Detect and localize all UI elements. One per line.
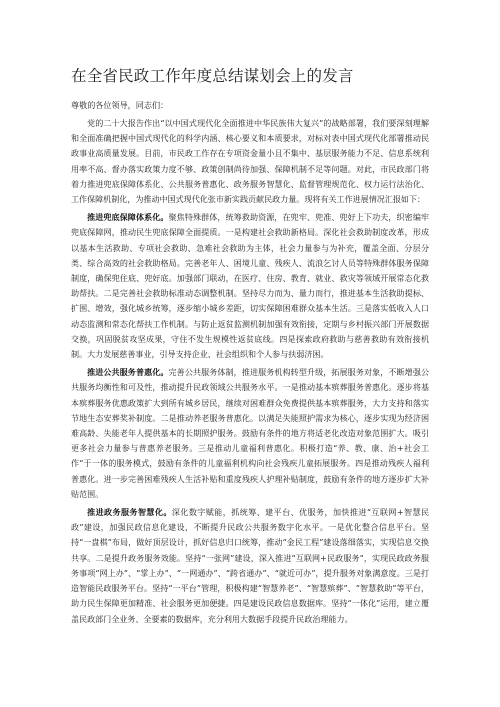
document-body <box>71 66 429 630</box>
paragraph-text: 完善公共服务体制，推进服务机构转型升级，拓展服务对象，不断增强公共服务均衡性和可及性，推动提升民政领域公共服务水平。一是推动基本殡葬服务普惠化。逐步将基本殡葬服务优惠政策扩大到所有城乡居民，继续对困难群众免费提供基本殡葬服务，大力支持和落实节地生态安葬奖补制度。二是推动养老服务普惠化。以满足失能照护需求为核心，逐步实现为经济困难高龄、失能老年人提供基本的长期照护服务。鼓励有条件的地方将适老化改造对象范围扩大。吸引更多社会力量参与普惠养老服务。三是推动儿童福利普惠化。积极打造“养、教、康、治+社会工作”于一体的服务模式，鼓励有条件的儿童福利机构向社会残疾儿童拓展服务。四是推动残疾人福利普惠化。进一步完善困难残疾人生活补贴和重度残疾人护理补贴制度，鼓励有条件的地方逐步扩大补贴范围。 <box>71 368 430 499</box>
paragraph-smart-services <box>71 505 429 627</box>
paragraph-text: 聚焦特殊群体，统筹救助资源，在兜牢、兜准、兜好上下功夫，织密编牢兜底保障网，推动民生兜底保障全面提质。一是构建社会救助新格局。深化社会救助制度改革，形成以基本生活救助、专项社会救助、急难社会救助为主体，社会力量参与为补充，覆盖全面、分层分类、综合高效的社会救助格局。完善老年人、困境儿童、残疾人、流浪乞讨人员等特殊群体服务保障制度，确保兜住底、兜好底。加强部门联动，在医疗、住房、教育、就业、救灾等领域开展常态化救助帮扶。二是完善社会救助标准动态调整机制。坚持尽力而为、量力而行，推进基本生活救助提标、扩围、增效，强化城乡统筹，逐步缩小城乡差距，切实保障困难群众基本生活。三是落实低收入人口动态监测和常态化帮扶工作机制。与防止返贫监测机制加强有效衔接，定期与乡村振兴部门开展数据交换，巩固脱贫攻坚成果，守住不发生规模性返贫底线。四是探索政府救助与慈善救助有效衔接机制。大力发展慈善事业，引导支持企业、社会组织和个人参与扶弱济困。 <box>71 213 430 360</box>
paragraph-social-assistance <box>71 210 429 362</box>
paragraph-intro <box>71 116 429 207</box>
paragraph-text: 深化数字赋能，抓统筹、建平台、优服务，加快推进“互联网+智慧民政”建设，加强民政信息化建设，不断提升民政公共服务数字化水平。一是优化整合信息平台。坚持“一盘棋”布局，做好顶层设计，抓好信息归口统筹，推动“金民工程”建设落细落实，实现信息交换共享。二是提升政务服务效能。坚持“一张网”建设，深入推进“互联网+民政服务”，实现民政政务服务事项“网上办”、“掌上办”、“一网通办”、“跨省通办”、“就近可办”，提升服务对象满意度。三是打造智能民政服务平台。坚持“一平台”管理，积极构建“智慧养老”、“智慧殡葬”、“智慧救助”等平台，助力民生保障更加精准、社会服务更加便捷。四是建设民政信息数据库。坚持“一体化”运用，建立覆盖民政部门全业务、全要素的数据库，充分利用大数据手段提升民政治理能力。 <box>71 508 430 624</box>
paragraph-heading: 推进政务服务智慧化。 <box>87 507 172 518</box>
greeting-line: 尊敬的各位领导，同志们： <box>71 100 169 110</box>
paragraph-public-services <box>71 365 429 502</box>
document-title: 在全省民政工作年度总结谋划会上的发言 <box>71 67 354 85</box>
paragraph-heading: 推进兜底保障体系化。 <box>87 212 169 223</box>
paragraph-heading: 推进公共服务普惠化。 <box>87 367 169 378</box>
paragraph-text: 党的二十大报告作出“以中国式现代化全面推进中华民族伟大复兴”的战略部署，我们要深刻理解和全面准确把握中国式现代化的科学内涵、核心要义和本质要求，对标对表中国式现代化部署推动民政事业高质量发展。目前，市民政工作存在专项资金量小且不集中、基层服务能力不足、信息系统利用率不高、督办落实政策力度不够、政策创制尚待加强、保障机制不足等问题。对此，市民政部门将着力推进兜底保障体系化、公共服务普惠化、政务服务智慧化、监督管理规范化、权力运行法治化、工作保障机制化，为推动中国式现代化张市新实践贡献民政力量。现将有关工作进展情况汇报如下： <box>71 119 429 205</box>
